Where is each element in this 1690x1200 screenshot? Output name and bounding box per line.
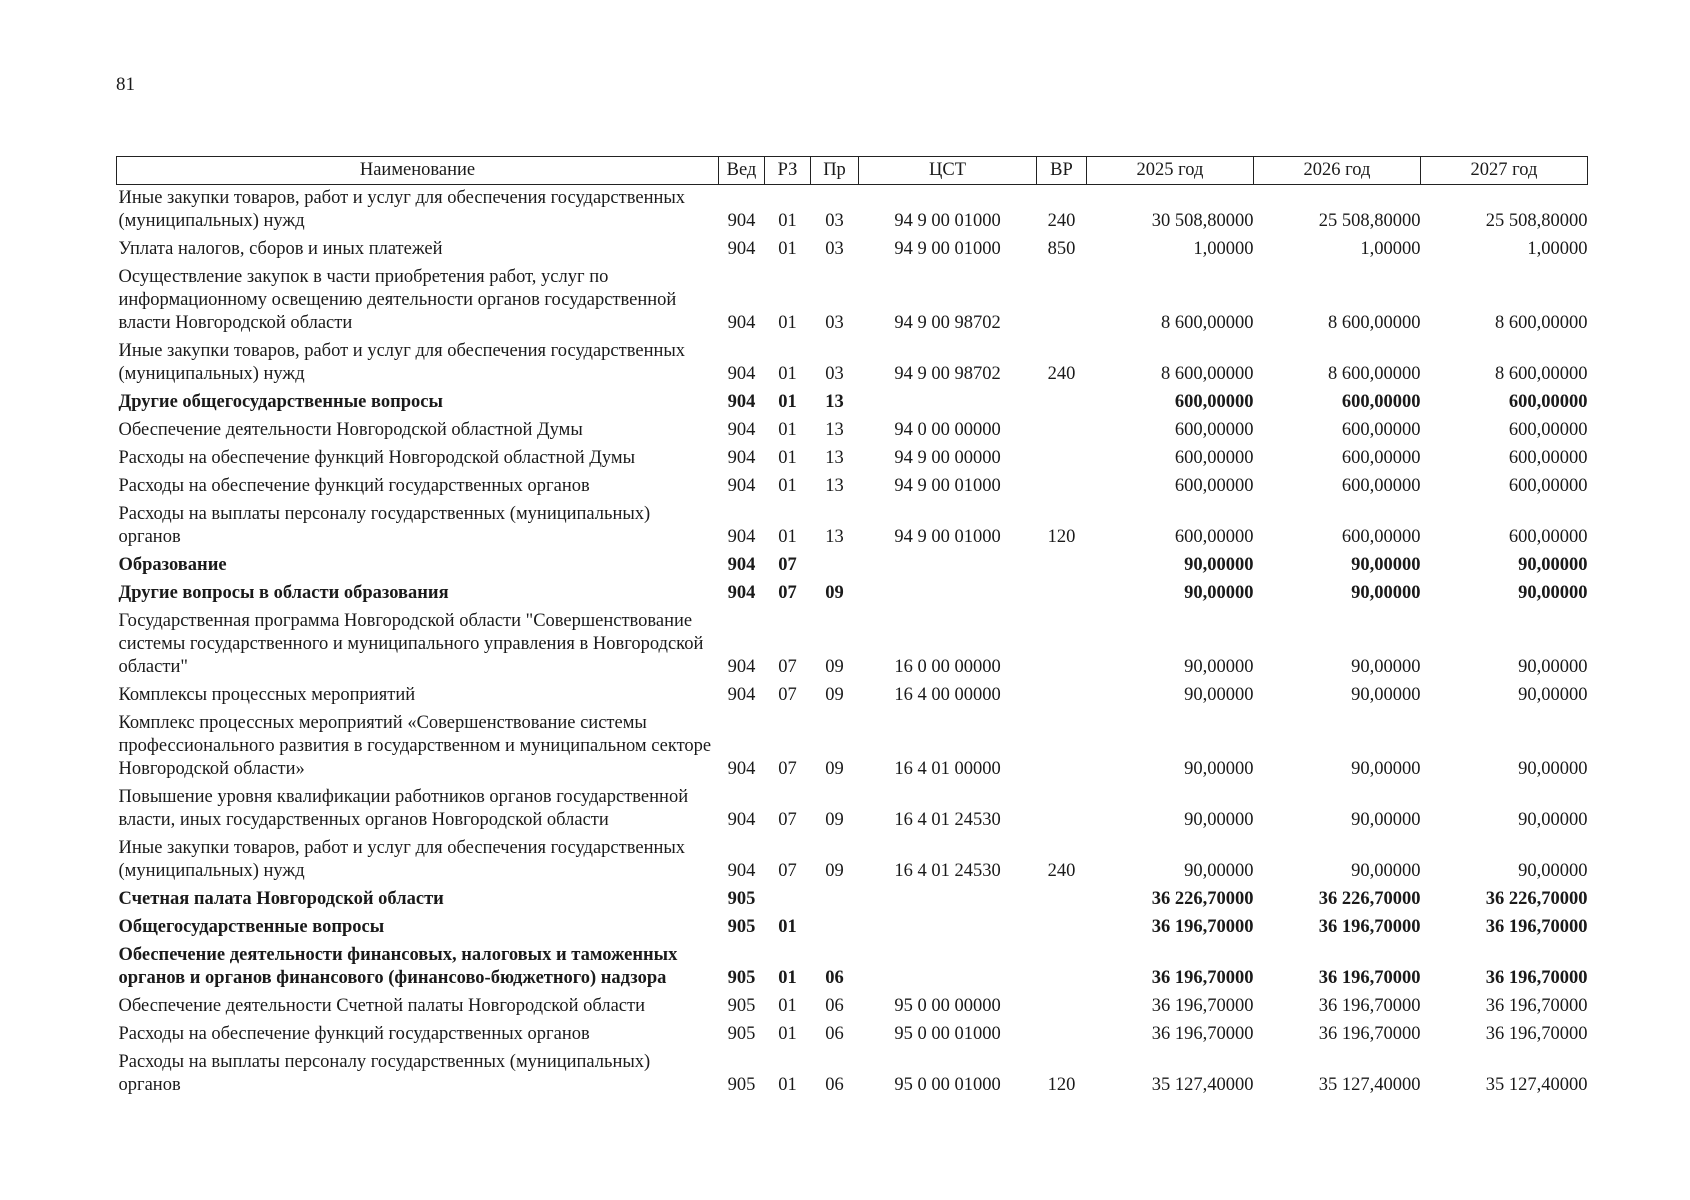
cell-rz: 01 bbox=[778, 1024, 797, 1044]
cell-name: Счетная палата Новгородской области bbox=[118, 889, 444, 909]
cell-vr bbox=[1037, 914, 1087, 942]
cell-vr: 240 bbox=[1047, 364, 1076, 384]
cell-ved: 904 bbox=[727, 476, 756, 496]
table-row bbox=[117, 552, 1588, 580]
cell-2025: 36 196,70000 bbox=[1151, 1024, 1254, 1044]
cell-2026: 36 196,70000 bbox=[1318, 917, 1421, 937]
cell-2026: 600,00000 bbox=[1341, 527, 1421, 547]
cell-2026: 36 196,70000 bbox=[1318, 968, 1421, 988]
cell-name: Другие вопросы в области образования bbox=[118, 583, 449, 603]
cell-name: Государственная программа Новгородской области "Совершенствование системы государственного и муниципального управления в Новгородской области" bbox=[118, 611, 704, 677]
cell-rz bbox=[765, 886, 811, 914]
cell-ved: 904 bbox=[727, 759, 756, 779]
cell-vr: 240 bbox=[1047, 861, 1076, 881]
cell-2025: 600,00000 bbox=[1174, 527, 1254, 547]
cell-name: Расходы на обеспечение функций государственных органов bbox=[118, 1024, 590, 1044]
cell-2025: 90,00000 bbox=[1184, 810, 1254, 830]
cell-2027: 600,00000 bbox=[1508, 476, 1588, 496]
header-ved: Вед bbox=[719, 157, 765, 185]
cell-name: Образование bbox=[118, 555, 227, 575]
cell-rz: 07 bbox=[778, 657, 797, 677]
cell-2027: 90,00000 bbox=[1518, 657, 1588, 677]
table-row bbox=[117, 580, 1588, 608]
cell-vr: 120 bbox=[1047, 1075, 1076, 1095]
cell-ved: 904 bbox=[727, 685, 756, 705]
cell-cst bbox=[859, 552, 1037, 580]
cell-ved: 905 bbox=[727, 889, 756, 909]
cell-ved: 904 bbox=[727, 657, 756, 677]
cell-2026: 36 226,70000 bbox=[1318, 889, 1421, 909]
cell-cst bbox=[859, 389, 1037, 417]
cell-pr: 03 bbox=[825, 313, 844, 333]
cell-2025: 8 600,00000 bbox=[1161, 364, 1254, 384]
cell-2026: 35 127,40000 bbox=[1318, 1075, 1421, 1095]
cell-2027: 36 226,70000 bbox=[1485, 889, 1588, 909]
cell-rz: 01 bbox=[778, 448, 797, 468]
cell-2025: 600,00000 bbox=[1174, 448, 1254, 468]
cell-vr: 120 bbox=[1047, 527, 1076, 547]
cell-cst: 94 9 00 00000 bbox=[894, 448, 1001, 468]
cell-2025: 600,00000 bbox=[1174, 420, 1254, 440]
cell-name: Расходы на выплаты персоналу государственных (муниципальных) органов bbox=[118, 1052, 651, 1095]
cell-2027: 600,00000 bbox=[1508, 448, 1588, 468]
cell-ved: 904 bbox=[727, 555, 756, 575]
cell-2025: 1,00000 bbox=[1193, 239, 1254, 259]
cell-ved: 904 bbox=[727, 810, 756, 830]
cell-2025: 30 508,80000 bbox=[1151, 211, 1254, 231]
cell-2025: 8 600,00000 bbox=[1161, 313, 1254, 333]
cell-2025: 36 226,70000 bbox=[1151, 889, 1254, 909]
table-row bbox=[117, 942, 1588, 993]
cell-cst bbox=[859, 914, 1037, 942]
cell-rz: 01 bbox=[778, 420, 797, 440]
cell-cst: 94 9 00 01000 bbox=[894, 211, 1001, 231]
cell-cst: 95 0 00 01000 bbox=[894, 1024, 1001, 1044]
cell-rz: 01 bbox=[778, 313, 797, 333]
cell-name: Расходы на обеспечение функций государственных органов bbox=[118, 476, 590, 496]
cell-cst bbox=[859, 942, 1037, 993]
cell-2026: 36 196,70000 bbox=[1318, 996, 1421, 1016]
cell-2026: 600,00000 bbox=[1341, 448, 1421, 468]
table-row bbox=[117, 338, 1588, 389]
cell-rz: 01 bbox=[778, 392, 797, 412]
cell-2026: 90,00000 bbox=[1351, 583, 1421, 603]
cell-vr bbox=[1037, 993, 1087, 1021]
cell-pr: 06 bbox=[825, 968, 844, 988]
cell-vr bbox=[1037, 445, 1087, 473]
cell-pr: 03 bbox=[825, 211, 844, 231]
cell-cst: 95 0 00 01000 bbox=[894, 1075, 1001, 1095]
cell-2025: 90,00000 bbox=[1184, 555, 1254, 575]
cell-pr: 09 bbox=[825, 685, 844, 705]
cell-ved: 905 bbox=[727, 968, 756, 988]
table-row bbox=[117, 914, 1588, 942]
cell-rz: 01 bbox=[778, 211, 797, 231]
cell-name: Другие общегосударственные вопросы bbox=[118, 392, 443, 412]
table-body bbox=[117, 185, 1588, 1101]
table-row bbox=[117, 501, 1588, 552]
table-row bbox=[117, 389, 1588, 417]
page-number: 81 bbox=[116, 74, 135, 95]
cell-ved: 904 bbox=[727, 448, 756, 468]
cell-pr: 13 bbox=[825, 392, 844, 412]
table-row bbox=[117, 835, 1588, 886]
cell-name: Расходы на обеспечение функций Новгородской областной Думы bbox=[118, 448, 636, 468]
cell-rz: 07 bbox=[778, 685, 797, 705]
cell-2027: 1,00000 bbox=[1527, 239, 1588, 259]
cell-pr: 03 bbox=[825, 239, 844, 259]
cell-vr bbox=[1037, 682, 1087, 710]
table-row bbox=[117, 473, 1588, 501]
cell-name: Осуществление закупок в части приобретения работ, услуг по информационному освещению деятельности органов государственной власти Новгородской области bbox=[118, 267, 677, 333]
cell-2027: 8 600,00000 bbox=[1495, 364, 1588, 384]
cell-ved: 905 bbox=[727, 1075, 756, 1095]
table-row bbox=[117, 710, 1588, 784]
cell-name: Обеспечение деятельности финансовых, налоговых и таможенных органов и органов финансового (финансово-бюджетного) надзора bbox=[118, 945, 678, 988]
header-pr: Пр bbox=[811, 157, 859, 185]
table-row bbox=[117, 682, 1588, 710]
cell-pr: 03 bbox=[825, 364, 844, 384]
cell-rz: 07 bbox=[778, 555, 797, 575]
cell-2027: 90,00000 bbox=[1518, 685, 1588, 705]
cell-ved: 904 bbox=[727, 211, 756, 231]
cell-2025: 90,00000 bbox=[1184, 685, 1254, 705]
cell-vr bbox=[1037, 264, 1087, 338]
header-cst: ЦСТ bbox=[859, 157, 1037, 185]
cell-name: Обеспечение деятельности Счетной палаты Новгородской области bbox=[118, 996, 645, 1016]
cell-2026: 90,00000 bbox=[1351, 759, 1421, 779]
cell-vr bbox=[1037, 710, 1087, 784]
cell-2025: 36 196,70000 bbox=[1151, 968, 1254, 988]
cell-2027: 36 196,70000 bbox=[1485, 917, 1588, 937]
cell-pr: 09 bbox=[825, 810, 844, 830]
cell-ved: 905 bbox=[727, 996, 756, 1016]
header-2027: 2027 год bbox=[1421, 157, 1588, 185]
cell-cst: 16 4 01 24530 bbox=[894, 810, 1001, 830]
cell-cst: 94 9 00 98702 bbox=[894, 313, 1001, 333]
cell-ved: 904 bbox=[727, 313, 756, 333]
cell-cst: 94 9 00 01000 bbox=[894, 476, 1001, 496]
header-2025: 2025 год bbox=[1087, 157, 1254, 185]
cell-name: Комплекс процессных мероприятий «Совершенствование системы профессионального развития в государственном и муниципальном секторе Новгородской области» bbox=[118, 713, 712, 779]
cell-2027: 600,00000 bbox=[1508, 527, 1588, 547]
cell-cst: 94 9 00 01000 bbox=[894, 239, 1001, 259]
cell-2027: 36 196,70000 bbox=[1485, 1024, 1588, 1044]
cell-pr: 13 bbox=[825, 448, 844, 468]
cell-2025: 36 196,70000 bbox=[1151, 917, 1254, 937]
cell-2026: 90,00000 bbox=[1351, 861, 1421, 881]
cell-cst: 94 9 00 98702 bbox=[894, 364, 1001, 384]
cell-2025: 35 127,40000 bbox=[1151, 1075, 1254, 1095]
cell-cst: 16 4 01 24530 bbox=[894, 861, 1001, 881]
cell-name: Расходы на выплаты персоналу государственных (муниципальных) органов bbox=[118, 504, 651, 547]
cell-cst: 16 0 00 00000 bbox=[894, 657, 1001, 677]
cell-pr: 09 bbox=[825, 583, 844, 603]
cell-2027: 35 127,40000 bbox=[1485, 1075, 1588, 1095]
cell-pr: 13 bbox=[825, 476, 844, 496]
table-row bbox=[117, 784, 1588, 835]
cell-ved: 904 bbox=[727, 239, 756, 259]
cell-name: Иные закупки товаров, работ и услуг для обеспечения государственных (муниципальных) нужд bbox=[118, 188, 686, 231]
cell-2025: 36 196,70000 bbox=[1151, 996, 1254, 1016]
cell-rz: 07 bbox=[778, 810, 797, 830]
cell-ved: 904 bbox=[727, 364, 756, 384]
cell-pr: 13 bbox=[825, 420, 844, 440]
cell-vr bbox=[1037, 784, 1087, 835]
cell-2027: 36 196,70000 bbox=[1485, 996, 1588, 1016]
cell-pr: 06 bbox=[825, 996, 844, 1016]
cell-cst: 16 4 00 00000 bbox=[894, 685, 1001, 705]
cell-2025: 90,00000 bbox=[1184, 583, 1254, 603]
cell-name: Комплексы процессных мероприятий bbox=[118, 685, 416, 705]
cell-2026: 90,00000 bbox=[1351, 685, 1421, 705]
cell-2025: 600,00000 bbox=[1174, 476, 1254, 496]
cell-pr: 13 bbox=[825, 527, 844, 547]
cell-ved: 904 bbox=[727, 861, 756, 881]
cell-name: Иные закупки товаров, работ и услуг для обеспечения государственных (муниципальных) нужд bbox=[118, 838, 686, 881]
table-row bbox=[117, 236, 1588, 264]
cell-vr bbox=[1037, 886, 1087, 914]
cell-2027: 90,00000 bbox=[1518, 759, 1588, 779]
table-row bbox=[117, 445, 1588, 473]
header-name: Наименование bbox=[117, 157, 719, 185]
cell-cst: 94 0 00 00000 bbox=[894, 420, 1001, 440]
cell-rz: 01 bbox=[778, 917, 797, 937]
cell-ved: 904 bbox=[727, 583, 756, 603]
cell-pr: 06 bbox=[825, 1024, 844, 1044]
cell-rz: 01 bbox=[778, 1075, 797, 1095]
cell-2026: 90,00000 bbox=[1351, 810, 1421, 830]
cell-2026: 600,00000 bbox=[1341, 392, 1421, 412]
header-rz: РЗ bbox=[765, 157, 811, 185]
cell-2027: 90,00000 bbox=[1518, 555, 1588, 575]
cell-cst: 94 9 00 01000 bbox=[894, 527, 1001, 547]
cell-rz: 01 bbox=[778, 527, 797, 547]
cell-ved: 904 bbox=[727, 392, 756, 412]
cell-pr: 09 bbox=[825, 759, 844, 779]
cell-name: Общегосударственные вопросы bbox=[118, 917, 385, 937]
cell-name: Уплата налогов, сборов и иных платежей bbox=[118, 239, 443, 259]
cell-2027: 90,00000 bbox=[1518, 810, 1588, 830]
cell-rz: 07 bbox=[778, 583, 797, 603]
cell-name: Обеспечение деятельности Новгородской областной Думы bbox=[118, 420, 583, 440]
cell-pr: 06 bbox=[825, 1075, 844, 1095]
cell-cst: 16 4 01 00000 bbox=[894, 759, 1001, 779]
cell-2027: 600,00000 bbox=[1508, 420, 1588, 440]
cell-2025: 90,00000 bbox=[1184, 657, 1254, 677]
cell-2026: 1,00000 bbox=[1360, 239, 1421, 259]
cell-2025: 600,00000 bbox=[1174, 392, 1254, 412]
cell-cst bbox=[859, 580, 1037, 608]
table-row bbox=[117, 993, 1588, 1021]
cell-rz: 07 bbox=[778, 861, 797, 881]
cell-2027: 8 600,00000 bbox=[1495, 313, 1588, 333]
cell-ved: 904 bbox=[727, 527, 756, 547]
table-row bbox=[117, 1021, 1588, 1049]
cell-rz: 01 bbox=[778, 239, 797, 259]
cell-2027: 90,00000 bbox=[1518, 583, 1588, 603]
cell-2026: 90,00000 bbox=[1351, 555, 1421, 575]
cell-2027: 600,00000 bbox=[1508, 392, 1588, 412]
cell-vr bbox=[1037, 417, 1087, 445]
table-row bbox=[117, 608, 1588, 682]
cell-pr: 09 bbox=[825, 861, 844, 881]
cell-ved: 905 bbox=[727, 917, 756, 937]
cell-2027: 36 196,70000 bbox=[1485, 968, 1588, 988]
cell-2027: 90,00000 bbox=[1518, 861, 1588, 881]
cell-cst: 95 0 00 00000 bbox=[894, 996, 1001, 1016]
cell-ved: 905 bbox=[727, 1024, 756, 1044]
budget-table bbox=[116, 156, 1588, 1100]
cell-2026: 90,00000 bbox=[1351, 657, 1421, 677]
cell-vr bbox=[1037, 608, 1087, 682]
cell-2026: 36 196,70000 bbox=[1318, 1024, 1421, 1044]
cell-2026: 8 600,00000 bbox=[1328, 313, 1421, 333]
cell-rz: 07 bbox=[778, 759, 797, 779]
cell-pr bbox=[811, 886, 859, 914]
table-row bbox=[117, 417, 1588, 445]
cell-pr bbox=[811, 914, 859, 942]
cell-pr: 09 bbox=[825, 657, 844, 677]
header-2026: 2026 год bbox=[1254, 157, 1421, 185]
table-row bbox=[117, 1049, 1588, 1100]
cell-name: Повышение уровня квалификации работников органов государственной власти, иных государственных органов Новгородской области bbox=[118, 787, 689, 830]
cell-rz: 01 bbox=[778, 364, 797, 384]
cell-name: Иные закупки товаров, работ и услуг для обеспечения государственных (муниципальных) нужд bbox=[118, 341, 686, 384]
cell-2026: 600,00000 bbox=[1341, 420, 1421, 440]
cell-vr bbox=[1037, 942, 1087, 993]
table-row bbox=[117, 185, 1588, 237]
cell-2025: 90,00000 bbox=[1184, 861, 1254, 881]
cell-2025: 90,00000 bbox=[1184, 759, 1254, 779]
cell-vr: 850 bbox=[1047, 239, 1076, 259]
cell-vr bbox=[1037, 552, 1087, 580]
cell-vr: 240 bbox=[1047, 211, 1076, 231]
cell-vr bbox=[1037, 580, 1087, 608]
cell-cst bbox=[859, 886, 1037, 914]
table-row bbox=[117, 886, 1588, 914]
cell-vr bbox=[1037, 473, 1087, 501]
cell-pr bbox=[811, 552, 859, 580]
cell-rz: 01 bbox=[778, 476, 797, 496]
header-vr: ВР bbox=[1037, 157, 1087, 185]
cell-ved: 904 bbox=[727, 420, 756, 440]
cell-2026: 600,00000 bbox=[1341, 476, 1421, 496]
cell-vr bbox=[1037, 1021, 1087, 1049]
cell-2027: 25 508,80000 bbox=[1485, 211, 1588, 231]
cell-rz: 01 bbox=[778, 968, 797, 988]
table-row bbox=[117, 264, 1588, 338]
cell-vr bbox=[1037, 389, 1087, 417]
table-header-row bbox=[117, 157, 1588, 185]
cell-2026: 8 600,00000 bbox=[1328, 364, 1421, 384]
cell-2026: 25 508,80000 bbox=[1318, 211, 1421, 231]
cell-rz: 01 bbox=[778, 996, 797, 1016]
